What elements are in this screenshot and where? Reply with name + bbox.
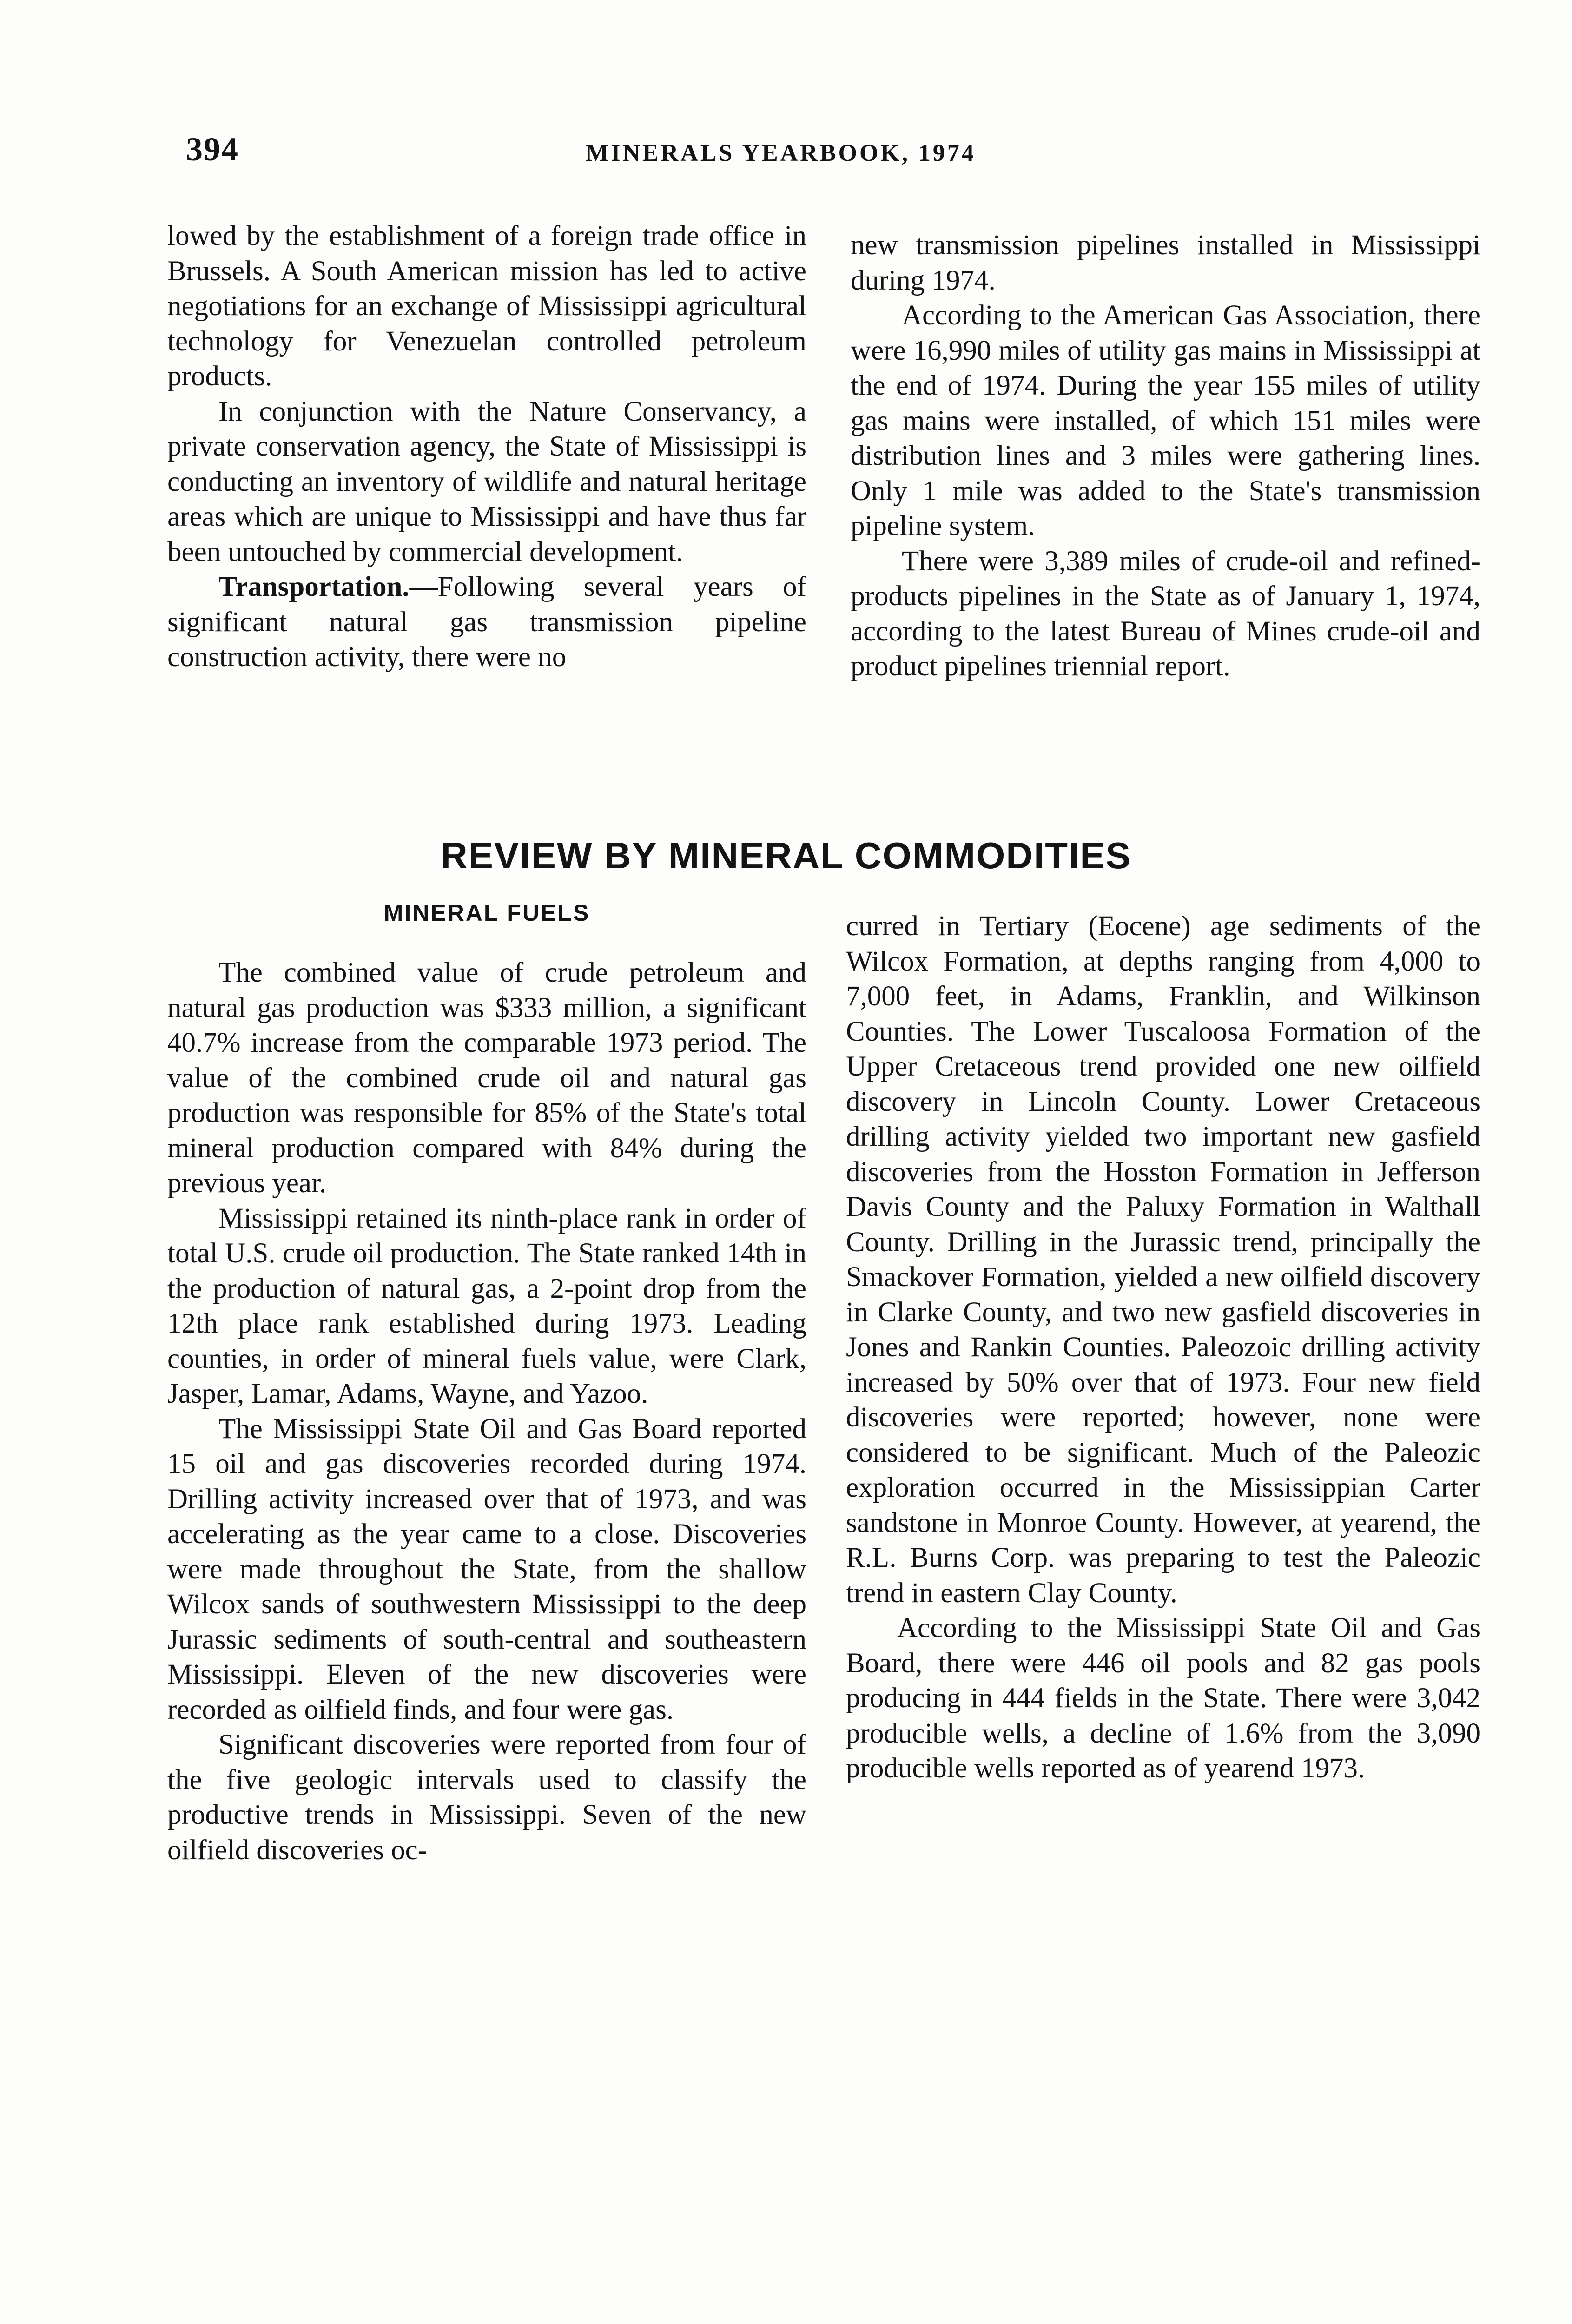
run-in-heading-transportation: Transportation. xyxy=(218,571,410,602)
paragraph xyxy=(167,569,806,675)
paragraph: There were 3,389 miles of crude-oil and refined-products pipelines in the State as of January 1, 1974, according to the latest Bureau of Mines crude-oil and product pipelines triennial report. xyxy=(851,545,1480,682)
paragraph: In conjunction with the Nature Conservancy, a private conservation agency, the State of Mississippi is conducting an inventory of wildlife and natural heritage areas which are unique to Mississippi and have thus far been untouched by commercial development. xyxy=(167,396,806,568)
subsection-title: MINERAL FUELS xyxy=(383,900,590,926)
paragraph-text: —Following several years of significant natural gas transmission pipeline construction activity, there were no xyxy=(167,571,806,673)
top-right-column xyxy=(851,228,1480,684)
paragraph: curred in Tertiary (Eocene) age sediments of the Wilcox Formation, at depths ranging from 4,000 to 7,000 feet, in Adams, Franklin, and Wilkinson Counties. The Lower Tuscaloosa Formation of the Upper Cretaceous trend provided one new oilfield discovery in Lincoln County. Lower Cretaceous drilling activity yielded two important new gasfield discoveries from the Hosston Formation in Jefferson Davis County and the Paluxy Formation in Walthall County. Drilling in the Jurassic trend, principally the Smackover Formation, yielded a new oilfield discovery in Clarke County, and two new gasfield discoveries in Jones and Rankin Counties. Paleozoic drilling activity increased by 50% over that of 1973. Four new field discoveries were reported; however, none were considered to be significant. Much of the Paleozic exploration occurred in the Mississippian Carter sandstone in Monroe County. However, at yearend, the R.L. Burns Corp. was preparing to test the Paleozic trend in eastern Clay County. xyxy=(846,911,1480,1609)
top-left-column xyxy=(167,218,806,675)
bottom-right-column xyxy=(846,909,1480,1786)
paragraph: Mississippi retained its ninth-place rank in order of total U.S. crude oil production. The State ranked 14th in the production of natural gas, a 2-point drop from the 12th place rank established during 1973. Leading counties, in order of mineral fuels value, were Clark, Jasper, Lamar, Adams, Wayne, and Yazoo. xyxy=(167,1202,806,1409)
running-title: MINERALS YEARBOOK, 1974 xyxy=(586,140,976,166)
paragraph: Significant discoveries were reported from four of the five geologic intervals used to classify the productive trends in Mississippi. Seven of the new oilfield discoveries oc- xyxy=(167,1729,806,1866)
paragraph: According to the American Gas Association, there were 16,990 miles of utility gas mains in Mississippi at the end of 1974. During the year 155 miles of utility gas mains were installed, of which 151 miles were distribution lines and 3 miles were gathering lines. Only 1 mile was added to the State's transmission pipeline system. xyxy=(851,300,1480,541)
paragraph: The Mississippi State Oil and Gas Board reported 15 oil and gas discoveries recorded during 1974. Drilling activity increased over that of 1973, and was accelerating as the year came to a close. Discoveries were made throughout the State, from the shallow Wilcox sands of southwestern Mississippi to the deep Jurassic sediments of south-central and southeastern Mississippi. Eleven of the new discoveries were recorded as oilfield finds, and four were gas. xyxy=(167,1413,806,1725)
paragraph: new transmission pipelines installed in Mississippi during 1974. xyxy=(851,230,1480,296)
page-number: 394 xyxy=(186,131,239,168)
page-header xyxy=(172,125,1390,177)
paragraph: According to the Mississippi State Oil and Gas Board, there were 446 oil pools and 82 gas pools producing in 444 fields in the State. There were 3,042 producible wells, a decline of 1.6% from the 3,090 producible wells reported as of yearend 1973. xyxy=(846,1612,1480,1784)
section-title: REVIEW BY MINERAL COMMODITIES xyxy=(440,835,1132,876)
paragraph: lowed by the establishment of a foreign trade office in Brussels. A South American mission has led to active negotiations for an exchange of Mississippi agricultural technology for Venezuelan controlled petroleum products. xyxy=(167,220,806,392)
paragraph: The combined value of crude petroleum and natural gas production was $333 million, a significant 40.7% increase from the comparable 1973 period. The value of the combined crude oil and natural gas production was responsible for 85% of the State's total mineral production compared with 84% during the previous year. xyxy=(167,957,806,1199)
bottom-left-column xyxy=(167,955,806,1868)
